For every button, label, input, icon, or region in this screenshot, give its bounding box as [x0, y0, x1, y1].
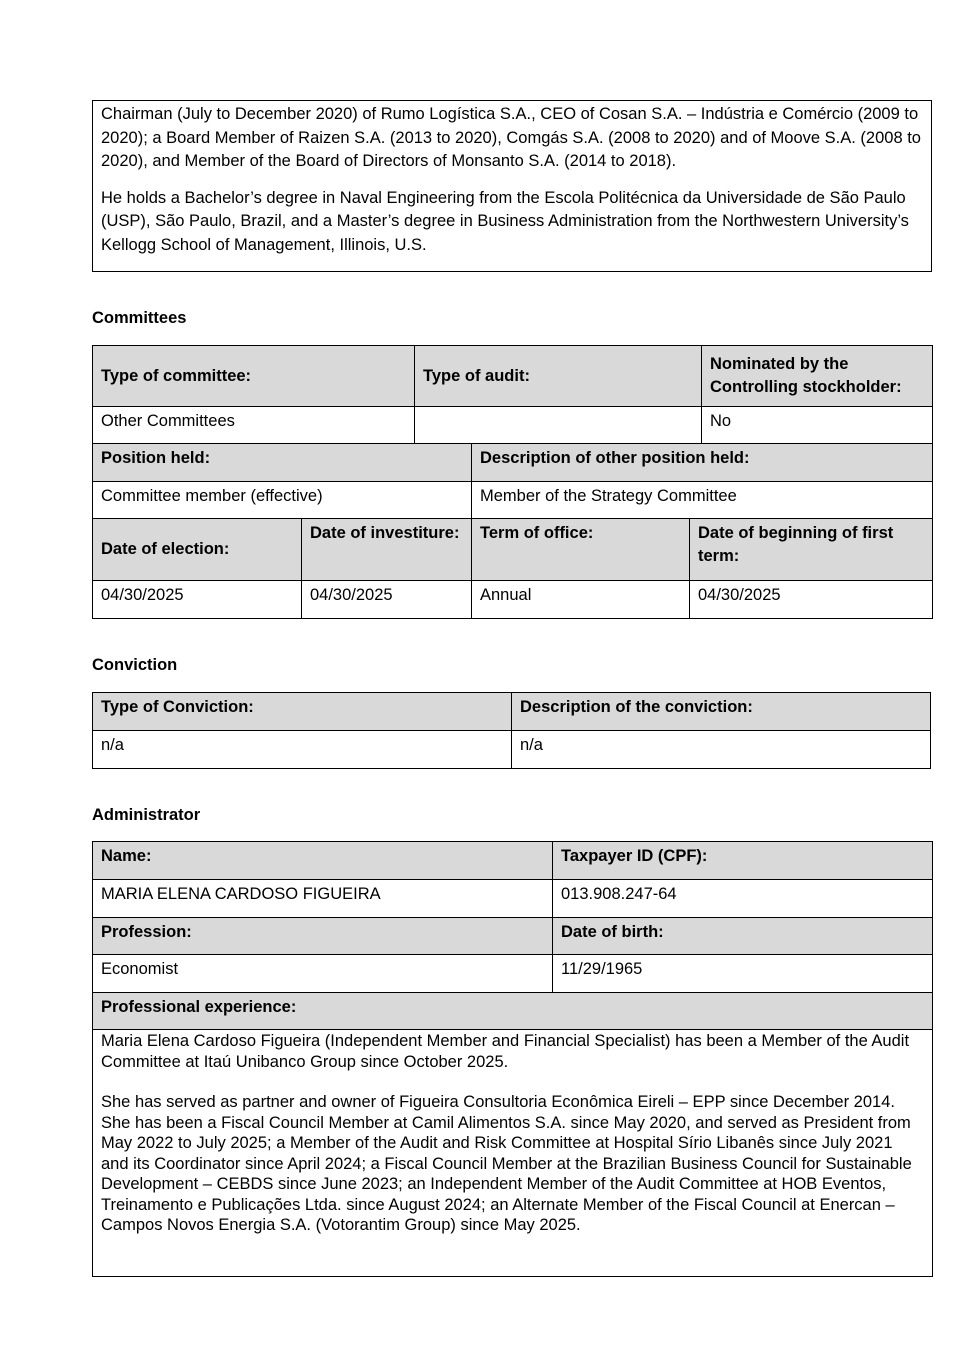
- position-held-value: Committee member (effective): [93, 482, 472, 520]
- intro-box: [92, 100, 932, 272]
- type-of-committee-label: Type of committee:: [93, 346, 415, 407]
- committees-table-row2: [92, 443, 933, 520]
- term-of-office-value: Annual: [472, 581, 690, 619]
- date-of-election-label: Date of election:: [93, 519, 302, 581]
- experience-paragraph-1: Maria Elena Cardoso Figueira (Independent Member and Financial Specialist) has been a Member of the Audit Committee at Itaú Unibanco Group since October 2025.: [101, 1032, 910, 1071]
- position-held-label: Position held:: [93, 444, 472, 482]
- type-of-audit-value: [415, 407, 702, 445]
- administrator-title: Administrator: [92, 806, 201, 824]
- first-term-value: 04/30/2025: [690, 581, 933, 619]
- nominated-label: Nominated by the Controlling stockholder:: [702, 346, 933, 407]
- name-value: MARIA ELENA CARDOSO FIGUEIRA: [93, 880, 553, 918]
- experience-cell: [93, 1030, 933, 1277]
- conviction-description-label: Description of the conviction:: [512, 693, 931, 731]
- intro-paragraph-2: He holds a Bachelor’s degree in Naval Engineering from the Escola Politécnica da Universidade de São Paulo (USP), São Paulo, Brazil, and a Master’s degree in Business Administration from the Northwestern University’s Kellogg School of Management, Illinois, U.S.: [101, 188, 909, 254]
- term-of-office-label: Term of office:: [472, 519, 690, 581]
- cpf-label: Taxpayer ID (CPF):: [553, 842, 933, 880]
- committees-title: Committees: [92, 309, 187, 327]
- cpf-value: 013.908.247-64: [553, 880, 933, 918]
- other-position-value: Member of the Strategy Committee: [472, 482, 933, 520]
- date-of-investiture-value: 04/30/2025: [302, 581, 472, 619]
- nominated-value: No: [702, 407, 933, 445]
- name-label: Name:: [93, 842, 553, 880]
- experience-paragraph-2: She has served as partner and owner of Figueira Consultoria Econômica Eireli – EPP since December 2014. She has been a Fiscal Council Member at Camil Alimentos S.A. since May 2020, and served as President from May 2022 to July 2025; a Member of the Audit and Risk Committee at Hospital Sírio Libanês since July 2021 and its Coordinator since April 2024; a Fiscal Council Member at the Brazilian Business Council for Sustainable Development – CEBDS since June 2023; an Independent Member of the Audit Committee at HOB Eventos, Treinamento e Publicações Ltda. since August 2024; an Alternate Member of the Fiscal Council at Enercan – Campos Novos Energia S.A. (Votorantim Group) since May 2025.: [101, 1093, 912, 1234]
- administrator-table: [92, 841, 933, 1277]
- profession-value: Economist: [93, 955, 553, 993]
- dob-label: Date of birth:: [553, 918, 933, 955]
- committees-table-row1: [92, 345, 933, 445]
- other-position-label: Description of other position held:: [472, 444, 933, 482]
- first-term-label: Date of beginning of first term:: [690, 519, 933, 581]
- conviction-table: [92, 692, 931, 769]
- type-of-audit-label: Type of audit:: [415, 346, 702, 407]
- type-of-committee-value: Other Committees: [93, 407, 415, 445]
- dob-value: 11/29/1965: [553, 955, 933, 993]
- committees-table-row3: [92, 518, 933, 619]
- intro-paragraph-1: Chairman (July to December 2020) of Rumo Logística S.A., CEO of Cosan S.A. – Indústria e Comércio (2009 to 2020); a Board Member of Raizen S.A. (2013 to 2020), Comgás S.A. (2008 to 2020) and of Moove S.A. (2008 to 2020), and Member of the Board of Directors of Monsanto S.A. (2014 to 2018).: [101, 105, 921, 170]
- date-of-investiture-label: Date of investiture:: [302, 519, 472, 581]
- date-of-election-value: 04/30/2025: [93, 581, 302, 619]
- profession-label: Profession:: [93, 918, 553, 955]
- conviction-type-label: Type of Conviction:: [93, 693, 512, 731]
- conviction-title: Conviction: [92, 656, 178, 674]
- experience-label: Professional experience:: [93, 993, 933, 1030]
- conviction-type-value: n/a: [93, 731, 512, 769]
- conviction-description-value: n/a: [512, 731, 931, 769]
